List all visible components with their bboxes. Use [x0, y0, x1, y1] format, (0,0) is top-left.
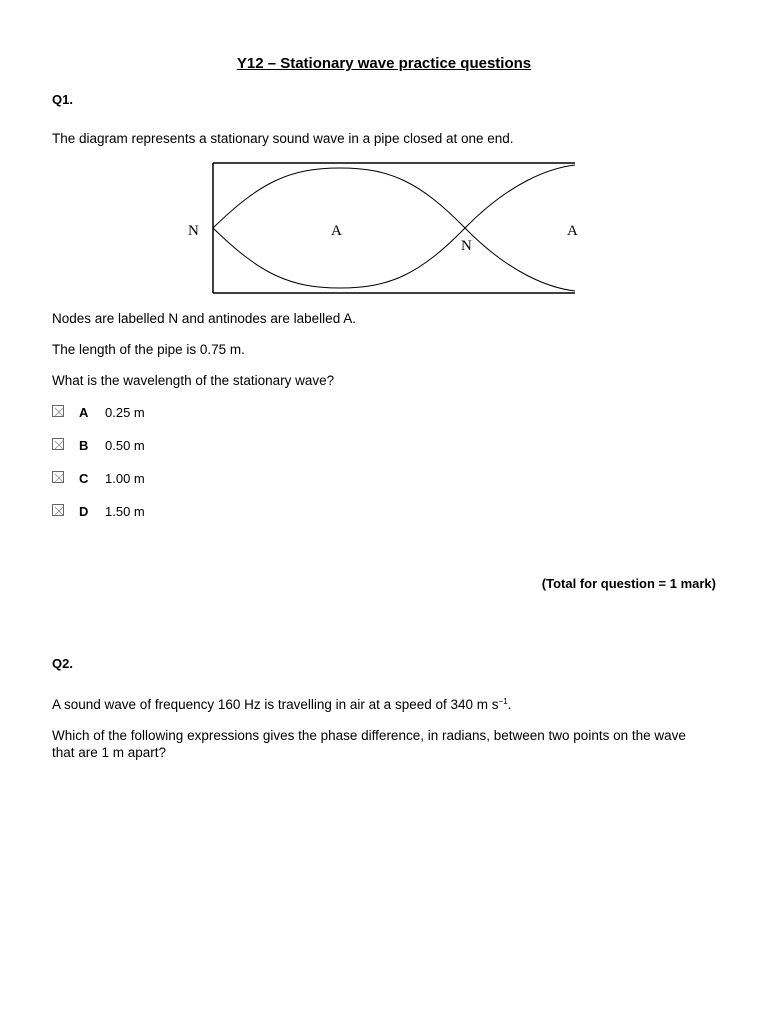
page-title: Y12 – Stationary wave practice questions	[236, 55, 532, 72]
antinode-label-right: A	[567, 223, 578, 239]
option-value: 0.50 m	[105, 438, 145, 453]
question-2-intro	[52, 696, 511, 713]
option-value: 1.00 m	[105, 471, 145, 486]
question-2-intro-end: .	[507, 697, 512, 712]
wave-envelope-lower	[213, 165, 575, 288]
question-2-prompt: Which of the following expressions gives the phase difference, in radians, between two points on the wave that are 1 m apart?	[52, 728, 686, 760]
question-1-number: Q1.	[52, 92, 73, 107]
question-1-total-marks: (Total for question = 1 mark)	[541, 576, 716, 591]
checkbox-icon[interactable]	[52, 438, 64, 450]
question-1-prompt: What is the wavelength of the stationary wave?	[52, 373, 335, 388]
wave-envelope-upper	[213, 168, 575, 291]
option-value: 1.50 m	[105, 504, 145, 519]
antinode-label-middle: A	[331, 223, 342, 239]
unit-exponent: −1	[498, 697, 508, 706]
option-letter: C	[79, 471, 89, 486]
option-value: 0.25 m	[105, 405, 145, 420]
checkbox-icon[interactable]	[52, 504, 64, 516]
node-label-left: N	[188, 223, 199, 239]
checkbox-icon[interactable]	[52, 405, 64, 417]
question-1-length-text: The length of the pipe is 0.75 m.	[52, 342, 245, 357]
option-letter: A	[79, 405, 89, 420]
checkbox-icon[interactable]	[52, 471, 64, 483]
option-letter: B	[79, 438, 89, 453]
question-1-nodes-text: Nodes are labelled N and antinodes are labelled A.	[52, 311, 356, 326]
question-1-intro: The diagram represents a stationary sound wave in a pipe closed at one end.	[52, 131, 514, 146]
option-letter: D	[79, 504, 89, 519]
question-2-number: Q2.	[52, 656, 73, 671]
stationary-wave-diagram	[180, 158, 580, 298]
node-label-center: N	[461, 238, 472, 254]
question-2-intro-text: A sound wave of frequency 160 Hz is travelling in air at a speed of 340 m s	[52, 697, 499, 712]
